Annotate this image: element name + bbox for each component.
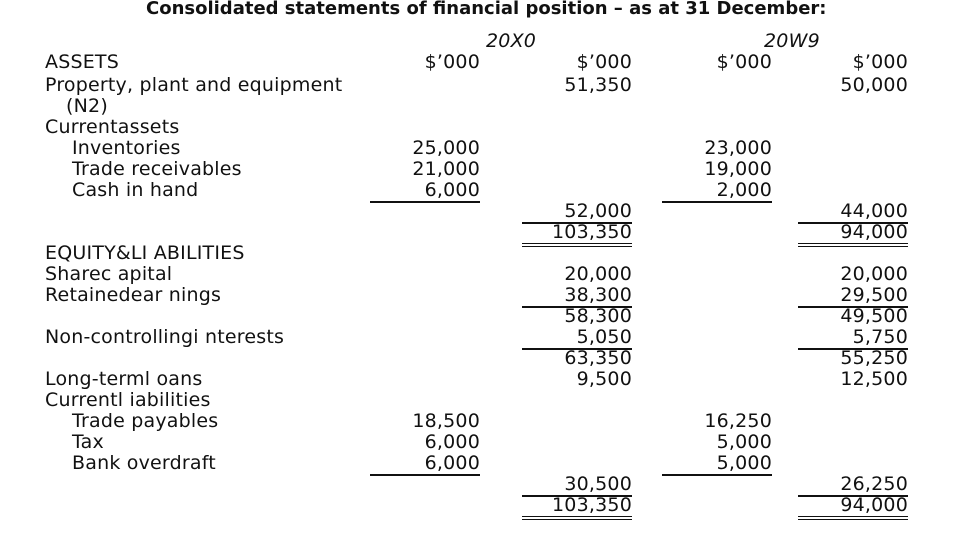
share-capital-label: Sharec apital <box>45 263 173 285</box>
equity-subtotal-20w9: 49,500 <box>840 305 908 327</box>
current-assets-total-20x0: 52,000 <box>522 200 632 224</box>
bank-overdraft-label: Bank overdraft <box>72 452 216 474</box>
bank-overdraft-value-20x0: 6,000 <box>370 452 480 476</box>
long-term-loans-label: Long-terml oans <box>45 368 203 390</box>
total-equity-20x0: 63,350 <box>564 347 632 369</box>
statement-title: Consolidated statements of financial position – as at 31 December: <box>146 0 827 19</box>
equity-liabilities-heading: EQUITY&LI ABILITIES <box>45 242 245 264</box>
cash-label: Cash in hand <box>72 179 199 201</box>
trade-receivables-label: Trade receivables <box>72 158 242 180</box>
unit-header-col2: $’000 <box>576 51 632 73</box>
long-term-loans-value-20w9: 12,500 <box>840 368 908 390</box>
year-header-20w9: 20W9 <box>764 30 820 52</box>
ppe-value-20w9: 50,000 <box>840 74 908 96</box>
inventories-value-20w9: 23,000 <box>704 137 772 159</box>
ppe-label: Property, plant and equipment <box>45 74 343 96</box>
total-equity-liabilities-20w9: 94,000 <box>798 494 908 520</box>
total-assets-20x0: 103,350 <box>522 221 632 247</box>
current-assets-total-20w9: 44,000 <box>798 200 908 224</box>
share-capital-value-20x0: 20,000 <box>564 263 632 285</box>
retained-earnings-value-20x0: 38,300 <box>522 284 632 308</box>
tax-label: Tax <box>72 431 104 453</box>
ppe-value-20x0: 51,350 <box>564 74 632 96</box>
tax-value-20w9: 5,000 <box>716 431 772 453</box>
bank-overdraft-value-20w9: 5,000 <box>662 452 772 476</box>
nci-value-20w9: 5,750 <box>798 326 908 350</box>
total-equity-20w9: 55,250 <box>840 347 908 369</box>
share-capital-value-20w9: 20,000 <box>840 263 908 285</box>
total-equity-liabilities-20x0: 103,350 <box>522 494 632 520</box>
long-term-loans-value-20x0: 9,500 <box>576 368 632 390</box>
tax-value-20x0: 6,000 <box>424 431 480 453</box>
current-liabilities-total-20x0: 30,500 <box>522 473 632 497</box>
inventories-label: Inventories <box>72 137 181 159</box>
equity-subtotal-20x0: 58,300 <box>564 305 632 327</box>
trade-receivables-value-20x0: 21,000 <box>412 158 480 180</box>
trade-receivables-value-20w9: 19,000 <box>704 158 772 180</box>
trade-payables-value-20x0: 18,500 <box>412 410 480 432</box>
current-liabilities-total-20w9: 26,250 <box>798 473 908 497</box>
year-header-20x0: 20X0 <box>486 30 537 52</box>
current-liabilities-heading: Currentl iabilities <box>45 389 211 411</box>
trade-payables-value-20w9: 16,250 <box>704 410 772 432</box>
ppe-note: (N2) <box>66 95 108 117</box>
nci-value-20x0: 5,050 <box>522 326 632 350</box>
assets-heading: ASSETS <box>45 51 119 73</box>
retained-earnings-value-20w9: 29,500 <box>798 284 908 308</box>
cash-value-20w9: 2,000 <box>662 179 772 203</box>
current-assets-heading: Currentassets <box>45 116 180 138</box>
retained-earnings-label: Retainedear nings <box>45 284 222 306</box>
unit-header-col3: $’000 <box>716 51 772 73</box>
cash-value-20x0: 6,000 <box>370 179 480 203</box>
trade-payables-label: Trade payables <box>72 410 219 432</box>
unit-header-col4: $’000 <box>852 51 908 73</box>
unit-header-col1: $’000 <box>424 51 480 73</box>
inventories-value-20x0: 25,000 <box>412 137 480 159</box>
total-assets-20w9: 94,000 <box>798 221 908 247</box>
nci-label: Non-controllingi nterests <box>45 326 285 348</box>
